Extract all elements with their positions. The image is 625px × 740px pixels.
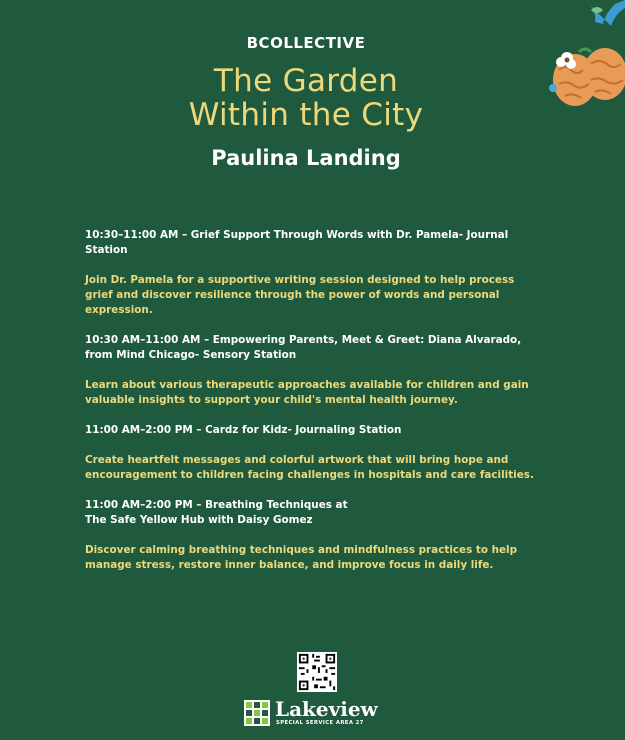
event-time-line: 11:00 AM–2:00 PM – Breathing Techniques at [85, 499, 348, 511]
event-description: Create heartfelt messages and colorful artwork that will bring hope and encouragement to children facing challenges in hospitals and care facilities. [85, 454, 534, 481]
event-title-line: The Garden [213, 63, 399, 99]
event-time-heading: 10:30 AM–11:00 AM – Empowering Parents, Meet & Greet: Diana Alvarado, from Mind Chicago- Sensory Station [85, 334, 522, 361]
event-schedule [85, 228, 545, 588]
lakeview-logo-icon [244, 700, 270, 726]
event-title [0, 64, 612, 132]
sponsor-name: Lakeview [275, 697, 378, 721]
event-time-heading [85, 498, 545, 528]
qr-code-icon[interactable] [297, 652, 337, 692]
event-time-line: The Safe Yellow Hub with Daisy Gomez [85, 514, 313, 526]
event-description: Discover calming breathing techniques and mindfulness practices to help manage stress, restore inner balance, and improve focus in daily life. [85, 544, 518, 571]
brand-name: BCOLLECTIVE [246, 34, 366, 52]
event-time-heading: 11:00 AM–2:00 PM – Cardz for Kidz- Journaling Station [85, 424, 402, 436]
event-time-heading: 10:30–11:00 AM – Grief Support Through Words with Dr. Pamela- Journal Station [85, 229, 509, 256]
event-title-line: Within the City [188, 97, 424, 133]
sponsor-logo [244, 698, 384, 730]
event-description: Learn about various therapeutic approaches available for children and gain valuable insights to support your child's mental health journey. [85, 379, 529, 406]
sponsor-subtitle: SPECIAL SERVICE AREA 27 [276, 720, 364, 726]
location-name: Paulina Landing [211, 146, 401, 170]
event-description: Join Dr. Pamela for a supportive writing session designed to help process grief and discover resilience through the power of words and personal expression. [85, 274, 515, 316]
